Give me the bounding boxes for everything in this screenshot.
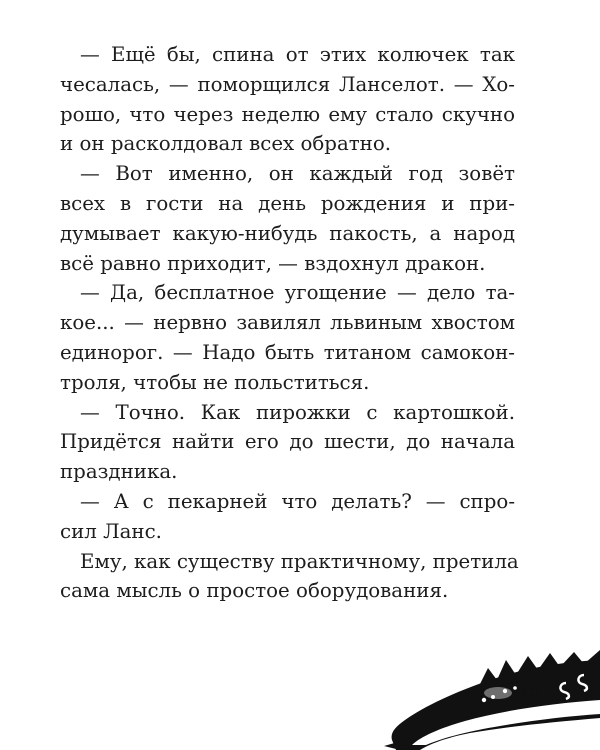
text-line: сил Ланс. xyxy=(60,519,162,543)
text-line: единорог. — Надо быть титаном самокон- xyxy=(60,340,515,364)
page-number: 15 xyxy=(518,680,541,701)
text-line: чесалась, — поморщился Ланселот. — Хо- xyxy=(60,72,515,96)
text-line: всё равно приходит, — вздохнул дракон. xyxy=(60,251,486,275)
text-line: — Вот именно, он каждый год зовёт xyxy=(80,162,515,186)
text-line: кое... — нервно завилял львиным хвостом xyxy=(60,311,515,335)
text-line: — Да, бесплатное угощение — дело та- xyxy=(80,281,515,305)
text-line: всех в гости на день рождения и при- xyxy=(60,191,515,215)
text-line: — Точно. Как пирожки с картошкой. xyxy=(80,400,515,424)
text-line: троля, чтобы не польститься. xyxy=(60,370,370,394)
text-line: и он расколдовал всех обратно. xyxy=(60,132,392,156)
text-line: праздника. xyxy=(60,460,178,484)
text-line: сама мысль о простое оборудования. xyxy=(60,579,449,603)
text-line: Придётся найти его до шести, до начала xyxy=(60,430,515,454)
text-line: — Ещё бы, спина от этих колючек так xyxy=(80,43,515,66)
text-line: — А с пекарней что делать? — спро- xyxy=(80,489,515,513)
text-line: Ему, как существу практичному, претила xyxy=(80,549,519,573)
text-line: рошо, что через неделю ему стало скучно xyxy=(60,102,515,126)
text-line: думывает какую-нибудь пакость, а народ xyxy=(60,221,515,245)
